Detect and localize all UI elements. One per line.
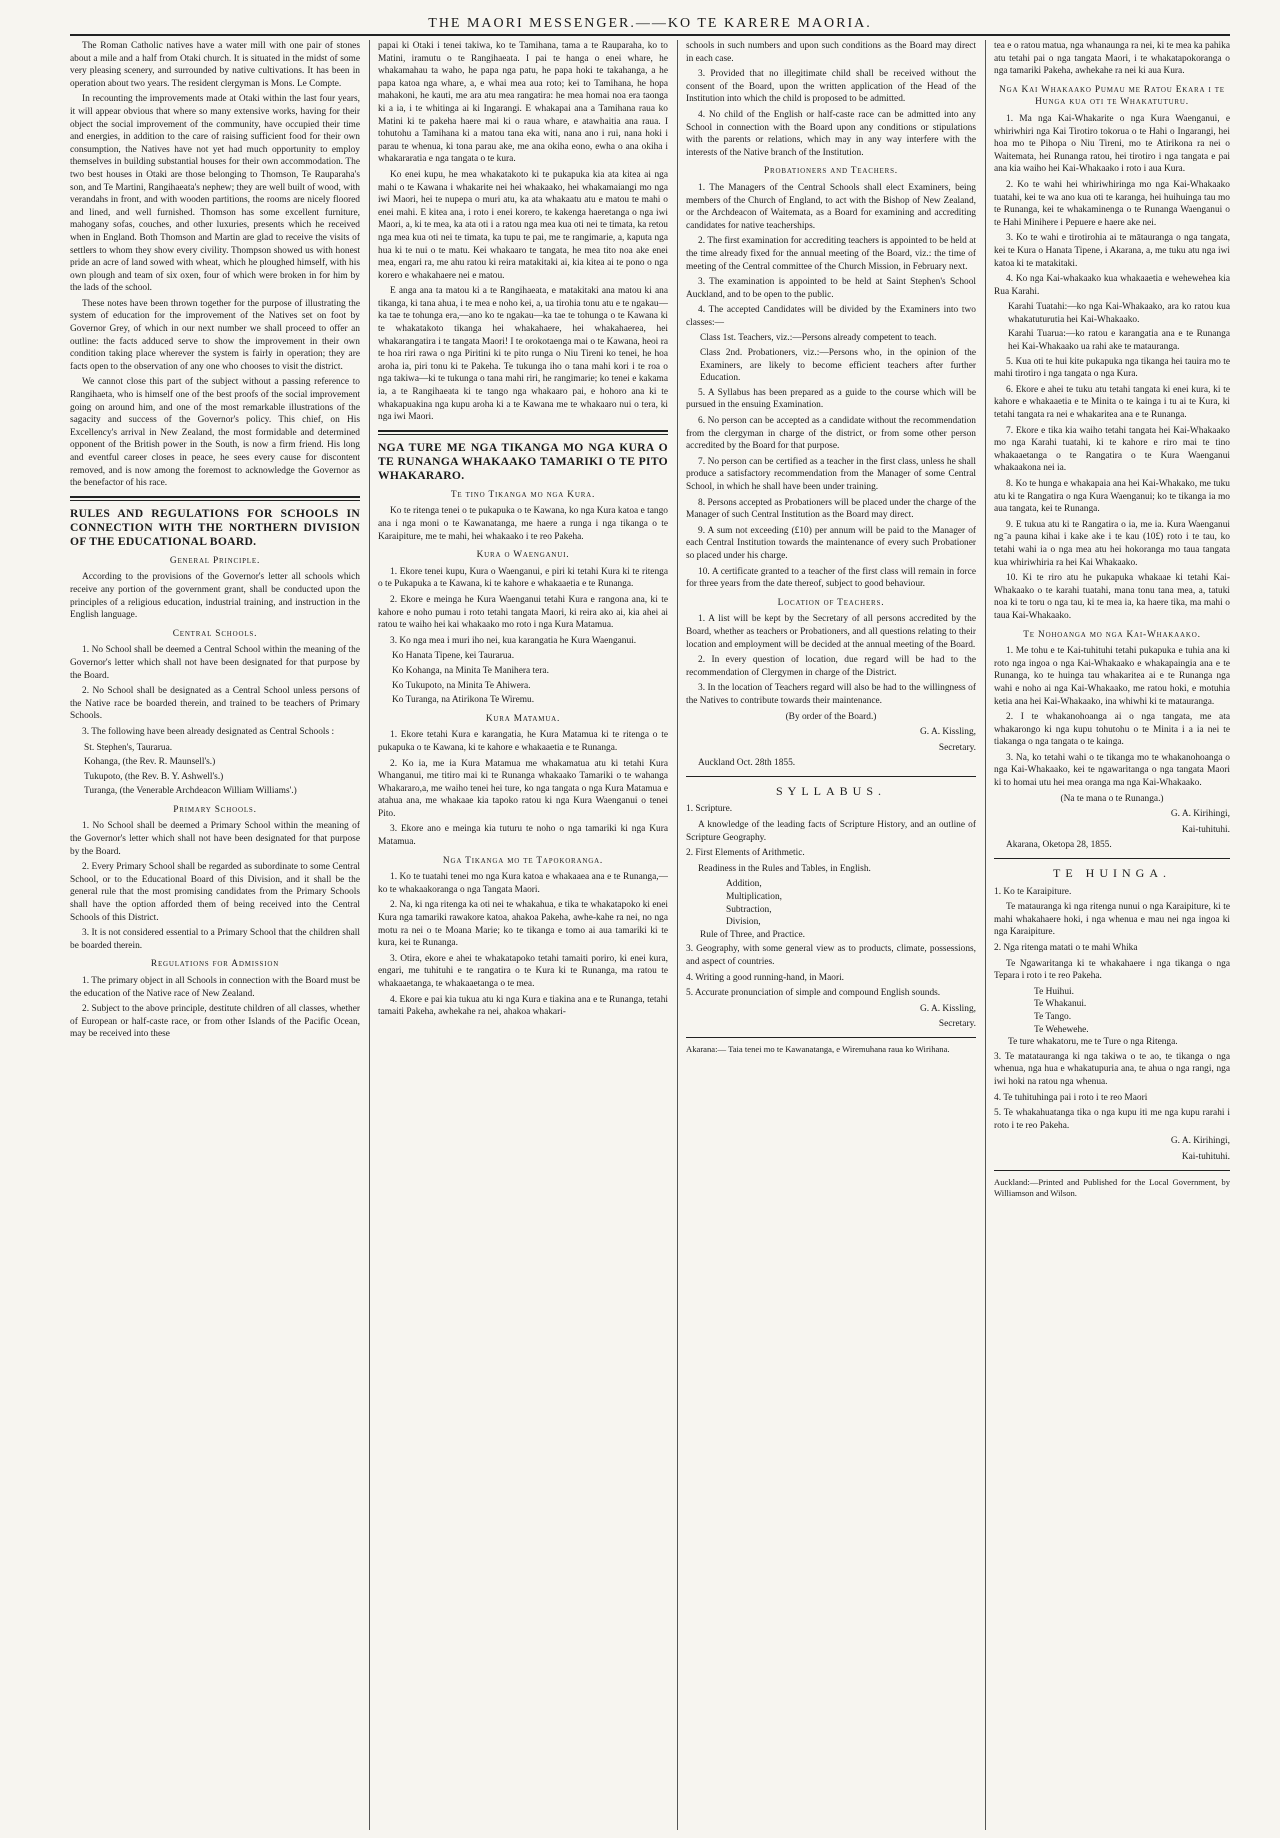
paragraph: 1. The Managers of the Central Schools shall elect Examiners, being members of the Church of England, to act with the Bishop of New Zealand, or the Archdeacon of Waitemata, as a Board for examining and accrediting candidates for native teacherships. (686, 182, 976, 231)
paragraph: The Roman Catholic natives have a water mill with one pair of stones about a mile and a half from Otaki church. It is situated in the midst of some very pleasing scenery, and surrounded by native cultivations. It has been in operation about two years. The resident clergyman is Mons. Le Compte. (70, 41, 360, 89)
section-title: SYLLABUS. (775, 783, 886, 798)
signature-name: G. A. Kirihingi, (1170, 1136, 1230, 1147)
signature-name: G. A. Kissling, (920, 727, 976, 738)
list-item: Division, (726, 917, 761, 928)
paragraph: 7. Ekore e tika kia waiho tetahi tangata hei Kai-Whakaako mo nga Karahi tuatahi, ki te kahore e riro mai te tino whakaaetanga o te Rangatira o te Kura Waenganui whakaakona nei ia. (994, 425, 1230, 474)
paragraph: 1. Ekore tetahi Kura e karangatia, he Kura Matamua ki te ritenga o te pukapuka o te Kawana, ki te kahore e whakaaetia e te Runanga. (378, 730, 668, 753)
list-item: Ko Tukupoto, na Minita Te Ahiwera. (392, 680, 531, 691)
paragraph: 3. Na, ko tetahi wahi o te tikanga mo te whakanohoanga o nga Kai-Whakaako, kei te ngawaritanga o nga tangata Maori ki to homai utu hei mea oranga ma nga Kai-Whakaako. (994, 752, 1230, 789)
paragraph: 2. No School shall be designated as a Central School unless persons of the Native race be boarded therein, and trained to be teachers of Primary Schools. (70, 686, 360, 722)
section-rule (994, 858, 1230, 859)
subheading: Kura Matamua. (485, 713, 561, 724)
list-item: Ko Kohanga, na Minita Te Manihera tera. (392, 665, 549, 676)
paragraph: 7. No person can be certified as a teacher in the first class, unless he shall produce a satisfactory recommendation from the Manager of some Central School, in which he shall have been under training. (686, 456, 976, 492)
paragraph: In recounting the improvements made at Otaki within the last four years, it will appear obvious that where so many extensive works, having for their object the social improvement of the community, have occupied their time and energies, in addition to the care of raising sufficient food for their own consumption, the Natives have not yet had much opportunity to employ themselves in building substantial houses for their own accommodation. The two best houses in Otaki are those belonging to Thomson, Te Rauparaha's son, and Te Martini, Rangihaeata's nephew; they are well built of wood, with verandahs in front, and with wooden partitions, the rooms are nicely floored and lined, and well furnished. Thomson has some excellent furniture, mahogany sofas, couches, and other luxuries, presents which he received when in England. Both Thomson and Martin are glad to receive the visits of settlers to whom they show every civility. Thompson showed us with honest pride an acre of land sowed with wheat, which he ploughed himself, with his own plough and team of six oxen, four of which were broken in for him by the lads of the school. (70, 94, 360, 294)
syllabus-item: 3. Geography, with some general view as to products, climate, possessions, and aspect of countries. (686, 944, 976, 967)
signature-title: Secretary. (938, 1019, 976, 1030)
paragraph: 4. No child of the English or half-caste race can be admitted into any School in connection with the Board upon any conditions or stipulations with the parents or relations, which may in any way interfere with the interests of the Native branch of the Institution. (686, 109, 976, 158)
paragraph: 3. Otira, ekore e ahei te whakatapoko tetahi tamaiti poriro, ki enei kura, engari, me tuhituhi e te rangatira o te Kura ki te Runanga, ma ratou te whakaaetanga, te whakaaetanga o te mea. (378, 953, 668, 989)
list-item: Class 2nd. Probationers, viz.:—Persons who, in the opinion of the Examiners, are likely to become efficient teachers after further Education. (700, 348, 976, 384)
paragraph: 1. Me tohu e te Kai-tuhituhi tetahi pukapuka e tuhia ana ki roto nga ingoa o nga Kai-Whakaako e whakapaingia ana e te Runanga, ko te huinga tau whakaritea ai e te Runanga nga wahi e noho ai nga Kai-Whakaako, me ratou hoki, e motuhia ketia ana hei Kai-Whakaako, ina whiwhi ki te matauranga. (994, 646, 1230, 707)
subheading: Regulations for Admission (150, 959, 280, 970)
paragraph: 5. Kua oti te hui kite pukapuka nga tikanga hei tauira mo te mahi tirotiro i nga tangata o nga Kura. (994, 356, 1230, 380)
section-rule (70, 496, 360, 501)
syllabus-item: 3. Te matatauranga ki nga takiwa o te ao, te tikanga o nga whenua, nga hua e whakatupuria ana, te ahua o nga rangi, nga iwi hoki na ratou nga whenua. (994, 1051, 1230, 1087)
paragraph: papai ki Otaki i tenei takiwa, ko te Tamihana, tama a te Rauparaha, ko to Matini, iramutu o te Rangihaeata. I pai te hanga o enei whare, he whakamahau ta waho, he papa nga patu, he papa hoki te takahanga, a he papa katoa nga whare, a, e whai mea aua roto; kei to Tamihana, he hopa mahakoni, he kauti, me ara atu mea rangatira: he mea homai noa era taonga ki a ia, i te whitinga ai ki Ingarangi. E whakapai ana a Tamihana raua ko Matini ki te pakeha haere mai ki o raua whare, e atawhaitia ana raua. I tohutohu a Tamihana ki a matou tana eka witi, nana ano i rui, nana hoki i parau te whenua, ki tona parau ake, me ana okiha eono, ewha o ana okiha i whakararatia e nga tangata o te kura. (378, 41, 668, 165)
printer-note: Auckland:—Printed and Published for the Local Government, by Williamson and Wilson. (994, 1176, 1230, 1198)
column-divider (369, 40, 370, 1830)
subheading: Primary Schools. (173, 804, 257, 815)
signature-name: G. A. Kirihingi, (1170, 809, 1230, 820)
order-line: (By order of the Board.) (785, 711, 877, 722)
subheading: General Principle. (169, 555, 261, 566)
paragraph: Readiness in the Rules and Tables, in English. (698, 863, 871, 874)
section-rule (686, 776, 976, 777)
order-line: (Na te mana o te Runanga.) (1060, 793, 1164, 804)
masthead-rule (70, 34, 1230, 36)
paragraph: 1. Ekore tenei kupu, Kura o Waenganui, e piri ki tetahi Kura ki te ritenga o te Pukapuka a te Kawana, ki te kahore e whakaaetia e te Runanga. (378, 566, 668, 590)
subheading: Te Nohoanga mo nga Kai-Whakaako. (1023, 629, 1201, 640)
paragraph: Ko te ritenga tenei o te pukapuka o te Kawana, ko nga Kura katoa e tango ana i nga moni o te Kawanatanga, me haere a runga i nga tikanga o te Karaipiture, me te mahi, hei whakaako i te reo Pakeha. (378, 506, 668, 542)
syllabus-item: 4. Te tuhituhinga pai i roto i te reo Maori (994, 1092, 1148, 1103)
list-item: Class 1st. Teachers, viz.:—Persons already competent to teach. (700, 333, 937, 344)
syllabus-item: 1. Scripture. (686, 804, 733, 815)
signature-title: Kai-tuhituhi. (1181, 824, 1230, 835)
paragraph: We cannot close this part of the subject without a passing reference to Rangihaeta, who is himself one of the best proofs of the social improvement going on around him, and one of the most remarkable illustrations of the sagacity and success of the Governor's policy. This chief, on His Excellency's arrival in New Zealand, the most formidable and determined opponent of the British power in the South, is now a firm friend. His long and eventful career closes in peace, he sees every cause for discontent removed, and is now among the foremost to acknowledge the Governor as the benefactor of his race. (70, 377, 360, 489)
column-divider (985, 40, 986, 1830)
section-title: TE HUINGA. (1053, 866, 1171, 881)
list-item: Ko Hanata Tipene, kei Taurarua. (392, 651, 515, 662)
paragraph: 10. Ki te riro atu he pukapuka whakaae ki tetahi Kai-Whakaako o te karahi tuatahi, mana tonu tana mea, a, tatuki noa ki te toru o nga tau, ki te mea ia, ka haere tika, ma mahi o taua Kai-Whakaako. (994, 573, 1230, 621)
paragraph: 10. A certificate granted to a teacher of the first class will remain in force for three years from the date thereof, subject to good behaviour. (686, 566, 976, 590)
section-rule (994, 1170, 1230, 1171)
column-1 (70, 40, 360, 1044)
paragraph: 2. The first examination for accrediting teachers is appointed to be held at the time already fixed for the annual meeting of the Board, viz.: the time of meeting of the Central committee of the Church Mission, in February next. (686, 236, 976, 272)
subheading: Kura o Waenganui. (476, 550, 570, 561)
paragraph: 3. Ko nga mea i muri iho nei, kua karangatia he Kura Waenganui. (390, 635, 637, 646)
list-item: Subtraction, (726, 904, 772, 915)
list-item: Kohanga, (the Rev. R. Maunsell's.) (84, 757, 216, 768)
subheading: Nga Kai Whakaako Pumau me Ratou Ekara i te Hunga kua oti te Whakatuturu. (999, 84, 1225, 108)
subheading: Nga Tikanga mo te Tapokoranga. (442, 855, 604, 866)
syllabus-item: 4. Writing a good running-hand, in Maori. (686, 972, 845, 983)
paragraph: These notes have been thrown together for the purpose of illustrating the system of education for the improvement of the Natives set on foot by Governor Grey, of which in our next number we shall proceed to offer an outline: the facts adduced serve to show the improvement in their own condition taking place wherever the system is fairly in operation; they are facts open to the observation of any one who chooses to visit the district. (70, 298, 360, 372)
paragraph: 1. The primary object in all Schools in connection with the Board must be the education of the Native race of New Zealand. (70, 976, 360, 999)
list-item: Tukupoto, (the Rev. B. Y. Ashwell's.) (84, 771, 224, 782)
list-item: Addition, (726, 879, 762, 890)
paragraph: 3. Ekore ano e meinga kia tuturu te noho o nga tamariki ki nga Kura Matamua. (378, 824, 668, 848)
paragraph: 1. A list will be kept by the Secretary of all persons accredited by the Board, whether as teachers or Probationers, and all questions relating to their location and employment will be decided at the annual meeting of the Board. (686, 614, 976, 650)
paragraph: 4. Ekore e pai kia tukua atu ki nga Kura e tiakina ana e te Runanga, tetahi tamaiti Pakeha, awhekahe ra nei, ahakoa whakari- (378, 994, 668, 1018)
column-divider (677, 40, 678, 1830)
list-item: Te Huihui. (1034, 986, 1074, 997)
syllabus-item: 1. Ko te Karaipiture. (994, 886, 1072, 897)
paragraph: 2. Ko te wahi hei whiriwhiringa mo nga Kai-Whakaako tuatahi, kei te wa ano kua oti te karanga, hei huihuinga tau mo te Runanga, kei te whakaminenga o te Runanga Waenganui o te Hahi Minihere i Pepuere e haere ake nei. (994, 179, 1230, 228)
paragraph: schools in such numbers and upon such conditions as the Board may direct in each case. (686, 41, 976, 64)
syllabus-item: 5. Accurate pronunciation of simple and compound English sounds. (686, 988, 941, 999)
paragraph: 1. No School shall be deemed a Central School within the meaning of the Governor's letter which shall not have been designated for that purpose by the Board. (70, 645, 360, 681)
list-item: Rule of Three, and Practice. (700, 929, 805, 940)
column-2 (378, 40, 668, 1022)
column-3 (686, 40, 976, 1058)
paragraph: tea e o ratou matua, nga whanaunga ra nei, ki te mea ka pahika atu tetahi pai o nga tangata Maori, i te whakatapokoranga o nga tamariki Pakeha, awhekahe ra nei ki aua Kura. (994, 41, 1230, 77)
masthead: THE MAORI MESSENGER.——KO TE KARERE MAORIA. (428, 16, 872, 31)
list-item: Te Tango. (1034, 1011, 1072, 1022)
list-item: St. Stephen's, Taurarua. (84, 742, 173, 753)
list-item: Te Whakanui. (1034, 999, 1087, 1010)
list-item: Ko Turanga, na Atirikona Te Wiremu. (392, 695, 535, 706)
paragraph: E anga ana ta matou ki a te Rangihaeata, e matakitaki ana matou ki ana tikanga, ki tana ahua, i te mea e noho kei, a, ua tirohia tonu atu e te ngakau—ka tae te tohunga era,—ano ko te ngakau—ka tae te tohunga o te Kawana ki te whakatakoto tikanga hei whakahaere, hei whakahaerea, hei whakarangatira i te tangata Maori! I te orokotaenga mai o te Kawana, heoi ra te hoa riri rawa o nga Piritini ki te pito runga o Niu Tireni ko tenei, he hoa aroha ia, piri tonu ki te Pakeha. Te tukunga iho o tana mahi kori i te roa o nga takiwa—ki te tukunga o tana mahi riri, he rangimarie; ko tenei e kakama ia, a te Rangihaeata ki te tango nga whakaaro pai, e hohoro ana ki te whakapuakina nga kupu aroha ki a te Kawana me te whakaaro nui o tera, ki nga iwi Maori. (378, 286, 668, 423)
paragraph: 1. No School shall be deemed a Primary School within the meaning of the Governor's letter which shall not have been designated for that purpose by the Board. (70, 821, 360, 857)
list-item: Turanga, (the Venerable Archdeacon William Williams'.) (84, 786, 297, 797)
section-heading: NGA TURE ME NGA TIKANGA MO NGA KURA O TE RUNANGA WHAKAAKO TAMARIKI O TE PITO WHAKARARO. (378, 440, 668, 482)
list-item: Karahi Tuarua:—ko ratou e karangatia ana e te Runanga hei Kai-Whakaako ua rahi ake te matauranga. (1008, 329, 1230, 353)
printer-note: Akarana:— Taia tenei mo te Kawanatanga, e Wiremuhana raua ko Wirihana. (686, 1043, 950, 1054)
paragraph: Te Ngawaritanga ki te whakahaere i nga tikanga o nga Tepara i roto i te reo Pakeha. (994, 958, 1230, 982)
subheading: Probationers and Teachers. (764, 166, 898, 177)
paragraph: 2. I te whakanohoanga ai o nga tangata, me ata whakarongo ki nga kupu tohutohu o te Minita i a ia nei te tiakanga o nga tangata o te kainga. (994, 712, 1230, 748)
paragraph: 2. Ko ia, me ia Kura Matamua me whakamatua atu ki tetahi Kura Whanganui, me titiro mai ki te Runanga whakaako Tamariki o te wahanga Whakararo,a, me waiho tenei hei ture, ko nga tangata o nga Kura Matamua e atahua ana, me whakaae kia tapoko ratou ki nga Kura Waenganui o tenei Pito. (378, 758, 668, 819)
subheading: Central Schools. (172, 628, 258, 639)
dateline: Akarana, Oketopa 28, 1855. (1006, 840, 1112, 851)
syllabus-item: 2. Nga ritenga matati o te mahi Whika (994, 943, 1138, 953)
signature-title: Secretary. (938, 742, 976, 753)
syllabus-item: 5. Te whakahuatanga tika o nga kupu iti me nga kupu rarahi i roto i te reo Pakeha. (994, 1108, 1230, 1131)
paragraph: 6. Ekore e ahei te tuku atu tetahi tangata ki enei kura, ki te kahore e whakaaetia e te Minita o te kainga i tu ai te Kura, ki tetahi tangata ra nei e whakaritea ana e te Runanga. (994, 384, 1230, 421)
paragraph: 8. Ko te hunga e whakapaia ana hei Kai-Whakako, me tuku atu ki te Rangatira o nga Kura Waenganui; ko te tikanga ia mo aua tangata, kei te Runanga. (994, 479, 1230, 515)
section-rule (686, 1037, 976, 1038)
paragraph: Te matauranga ki nga ritenga nunui o nga Karaipiture, ki te mahi whakahaere hoki, i nga whenua e mau nei nga ingoa ki nga Karaipiture. (994, 902, 1230, 938)
paragraph: 1. Ma nga Kai-Whakarite o nga Kura Waenganui, e whiriwhiri nga Kai Tirotiro tokorua o te Hahi o Ingarangi, hei hoa mo te Pihopa o Niu Tireni, mo te Atirikona ra nei o Waitemata, hei Runanga ratou, hei tirotiro i nga tangata e pai ana kia waiho hei Kai-Whakaako i roto i aua Kura. (994, 113, 1230, 175)
list-item: Multiplication, (726, 892, 782, 903)
paragraph: 3. Provided that no illegitimate child shall be received without the consent of the Board, upon the written application of the Head of the Institution into which the child is proposed to be admitted. (686, 69, 976, 105)
paragraph: 3. In the location of Teachers regard will also be had to the willingness of the Natives to contribute towards their maintenance. (686, 683, 976, 706)
paragraph: A knowledge of the leading facts of Scripture History, and an outline of Scripture Geography. (686, 820, 976, 843)
paragraph: 3. It is not considered essential to a Primary School that the children shall be boarded therein. (70, 928, 360, 951)
subheading: Te tino Tikanga mo nga Kura. (450, 489, 596, 500)
column-4 (994, 40, 1230, 1202)
list-item: Te ture whakatoru, me te Ture o nga Ritenga. (1008, 1037, 1178, 1048)
paragraph: 5. A Syllabus has been prepared as a guide to the course which will be pursued in the ensuing Examination. (686, 387, 976, 411)
subheading: Location of Teachers. (777, 597, 885, 608)
paragraph: 9. A sum not exceeding (£10) per annum will be paid to the Manager of each Central Institution towards the maintenance of every such Probationer so placed under his charge. (686, 525, 976, 561)
paragraph: 3. The examination is appointed to be held at Saint Stephen's School Auckland, and to be open to the public. (686, 277, 976, 300)
paragraph: 2. Na, ki nga ritenga ka oti nei te whakahua, e tika te whakatapoko ki enei Kura nga tamariki rawakore katoa, ahakoa Pakeha, awhe-kahe ra nei, no nga motu ra nei o te Moana Marie; ko te tikanga e tomo ai aua tamariki ki te kura, kei te Runanga. (378, 900, 668, 949)
paragraph: 2. Ekore e meinga he Kura Waenganui tetahi Kura e rangona ana, ki te kahore e noho pumau i roto tetahi tangata Maori, ki reira ako ai, kia ahei ai ratou te waiho hei kai whakaako mo roto i nga Kura Matamua. (378, 594, 668, 631)
paragraph: 3. The following have been already designated as Central Schools : (82, 726, 335, 737)
paragraph: Ko enei kupu, he mea whakatakoto ki te pukapuka kia ata kitea ai nga mahi o te Kawana i whakarite nei hei whakaako, hei whakamaiangi mo nga iwi Maori, hei te nupepa o muri atu, ka ata whakaatu atu e matou te mahi o enei mahi. E kitea ana, i roto i enei korero, te kakenga haeretanga o nga iwi Maori, a, ki te mea, ka ata oti i a ratou nga mea kua oti nei te timata, ka retou nga mea kua oti nei te timata, ka tupu te pai, me te rangimarie, a, kaputa nga hua ki te nui o te matu. Kei whakaaro te tangata, he mea tito noa ake enei mea, engari ra, me ahu ratou ki reira matakitaki ai, kia kitea ai te pono o nga korero e whakahaere nei e matou. (378, 169, 668, 281)
signature-name: G. A. Kissling, (920, 1003, 976, 1014)
syllabus-item: 2. First Elements of Arithmetic. (686, 848, 805, 859)
paragraph: 2. Subject to the above principle, destitute children of all classes, whether of European or half-caste race, or from other Islands of the Pacific Ocean, may be received into these (70, 1004, 360, 1040)
paragraph: 8. Persons accepted as Probationers will be placed under the charge of the Manager of such Central Institution as the Board may direct. (686, 497, 976, 521)
paragraph: According to the provisions of the Governor's letter all schools which receive any portion of the government grant, shall be conducted upon the principles of a religious education, industrial training, and instruction in the English language. (70, 572, 360, 621)
paragraph: 1. Ko te tuatahi tenei mo nga Kura katoa e whakaaea ana e te Runanga,—ko te whakaakoranga o nga Tangata Maori. (378, 872, 668, 895)
list-item: Te Wehewehe. (1034, 1024, 1089, 1035)
list-item: Karahi Tuatahi:—ko nga Kai-Whakaako, ara ko ratou kua whakatuturutia hei Kai-Whakaako. (1008, 302, 1230, 325)
paragraph: 4. The accepted Candidates will be divided by the Examiners into two classes:— (686, 305, 976, 328)
section-heading: RULES AND REGULATIONS FOR SCHOOLS IN CONNECTION WITH THE NORTHERN DIVISION OF THE EDUCATIONAL BOARD. (70, 506, 360, 548)
dateline: Auckland Oct. 28th 1855. (698, 758, 796, 769)
signature-title: Kai-tuhituhi. (1181, 1151, 1230, 1162)
section-rule (378, 430, 668, 435)
paragraph: 4. Ko nga Kai-whakaako kua whakaaetia e wehewehea kia Rua Karahi. (994, 274, 1230, 297)
paragraph: 6. No person can be accepted as a candidate without the recommendation from the clergyman in charge of the district, or from some other person accredited by the Board for that purpose. (686, 416, 976, 452)
paragraph: 2. Every Primary School shall be regarded as subordinate to some Central School, or to the Educational Board of this Division, and it shall be the general rule that the most promising candidates from the Primary Schools shall have the option afforded them of being received into the Central Schools of this District. (70, 862, 360, 923)
paragraph: 3. Ko te wahi e tirotirohia ai te mātauranga o nga tangata, kei te Kura o Hanata Tipene, i Akarana, a, me tuku atu nga iwi katoa ki te matakitaki. (994, 233, 1230, 269)
paragraph: 9. E tukua atu ki te Rangatira o ia, me ia. Kura Waenganui ng ̄a pauna kihai i kake ake i te kau (10£) roto i te tau, ko tetahi wahi ia o nga mea atu hei hokoranga mo taua tangata kua whiriwhiria ra hei Kai Whakaako. (994, 519, 1230, 568)
paragraph: 2. In every question of location, due regard will be had to the recommendation of Clergymen in charge of the District. (686, 655, 976, 678)
